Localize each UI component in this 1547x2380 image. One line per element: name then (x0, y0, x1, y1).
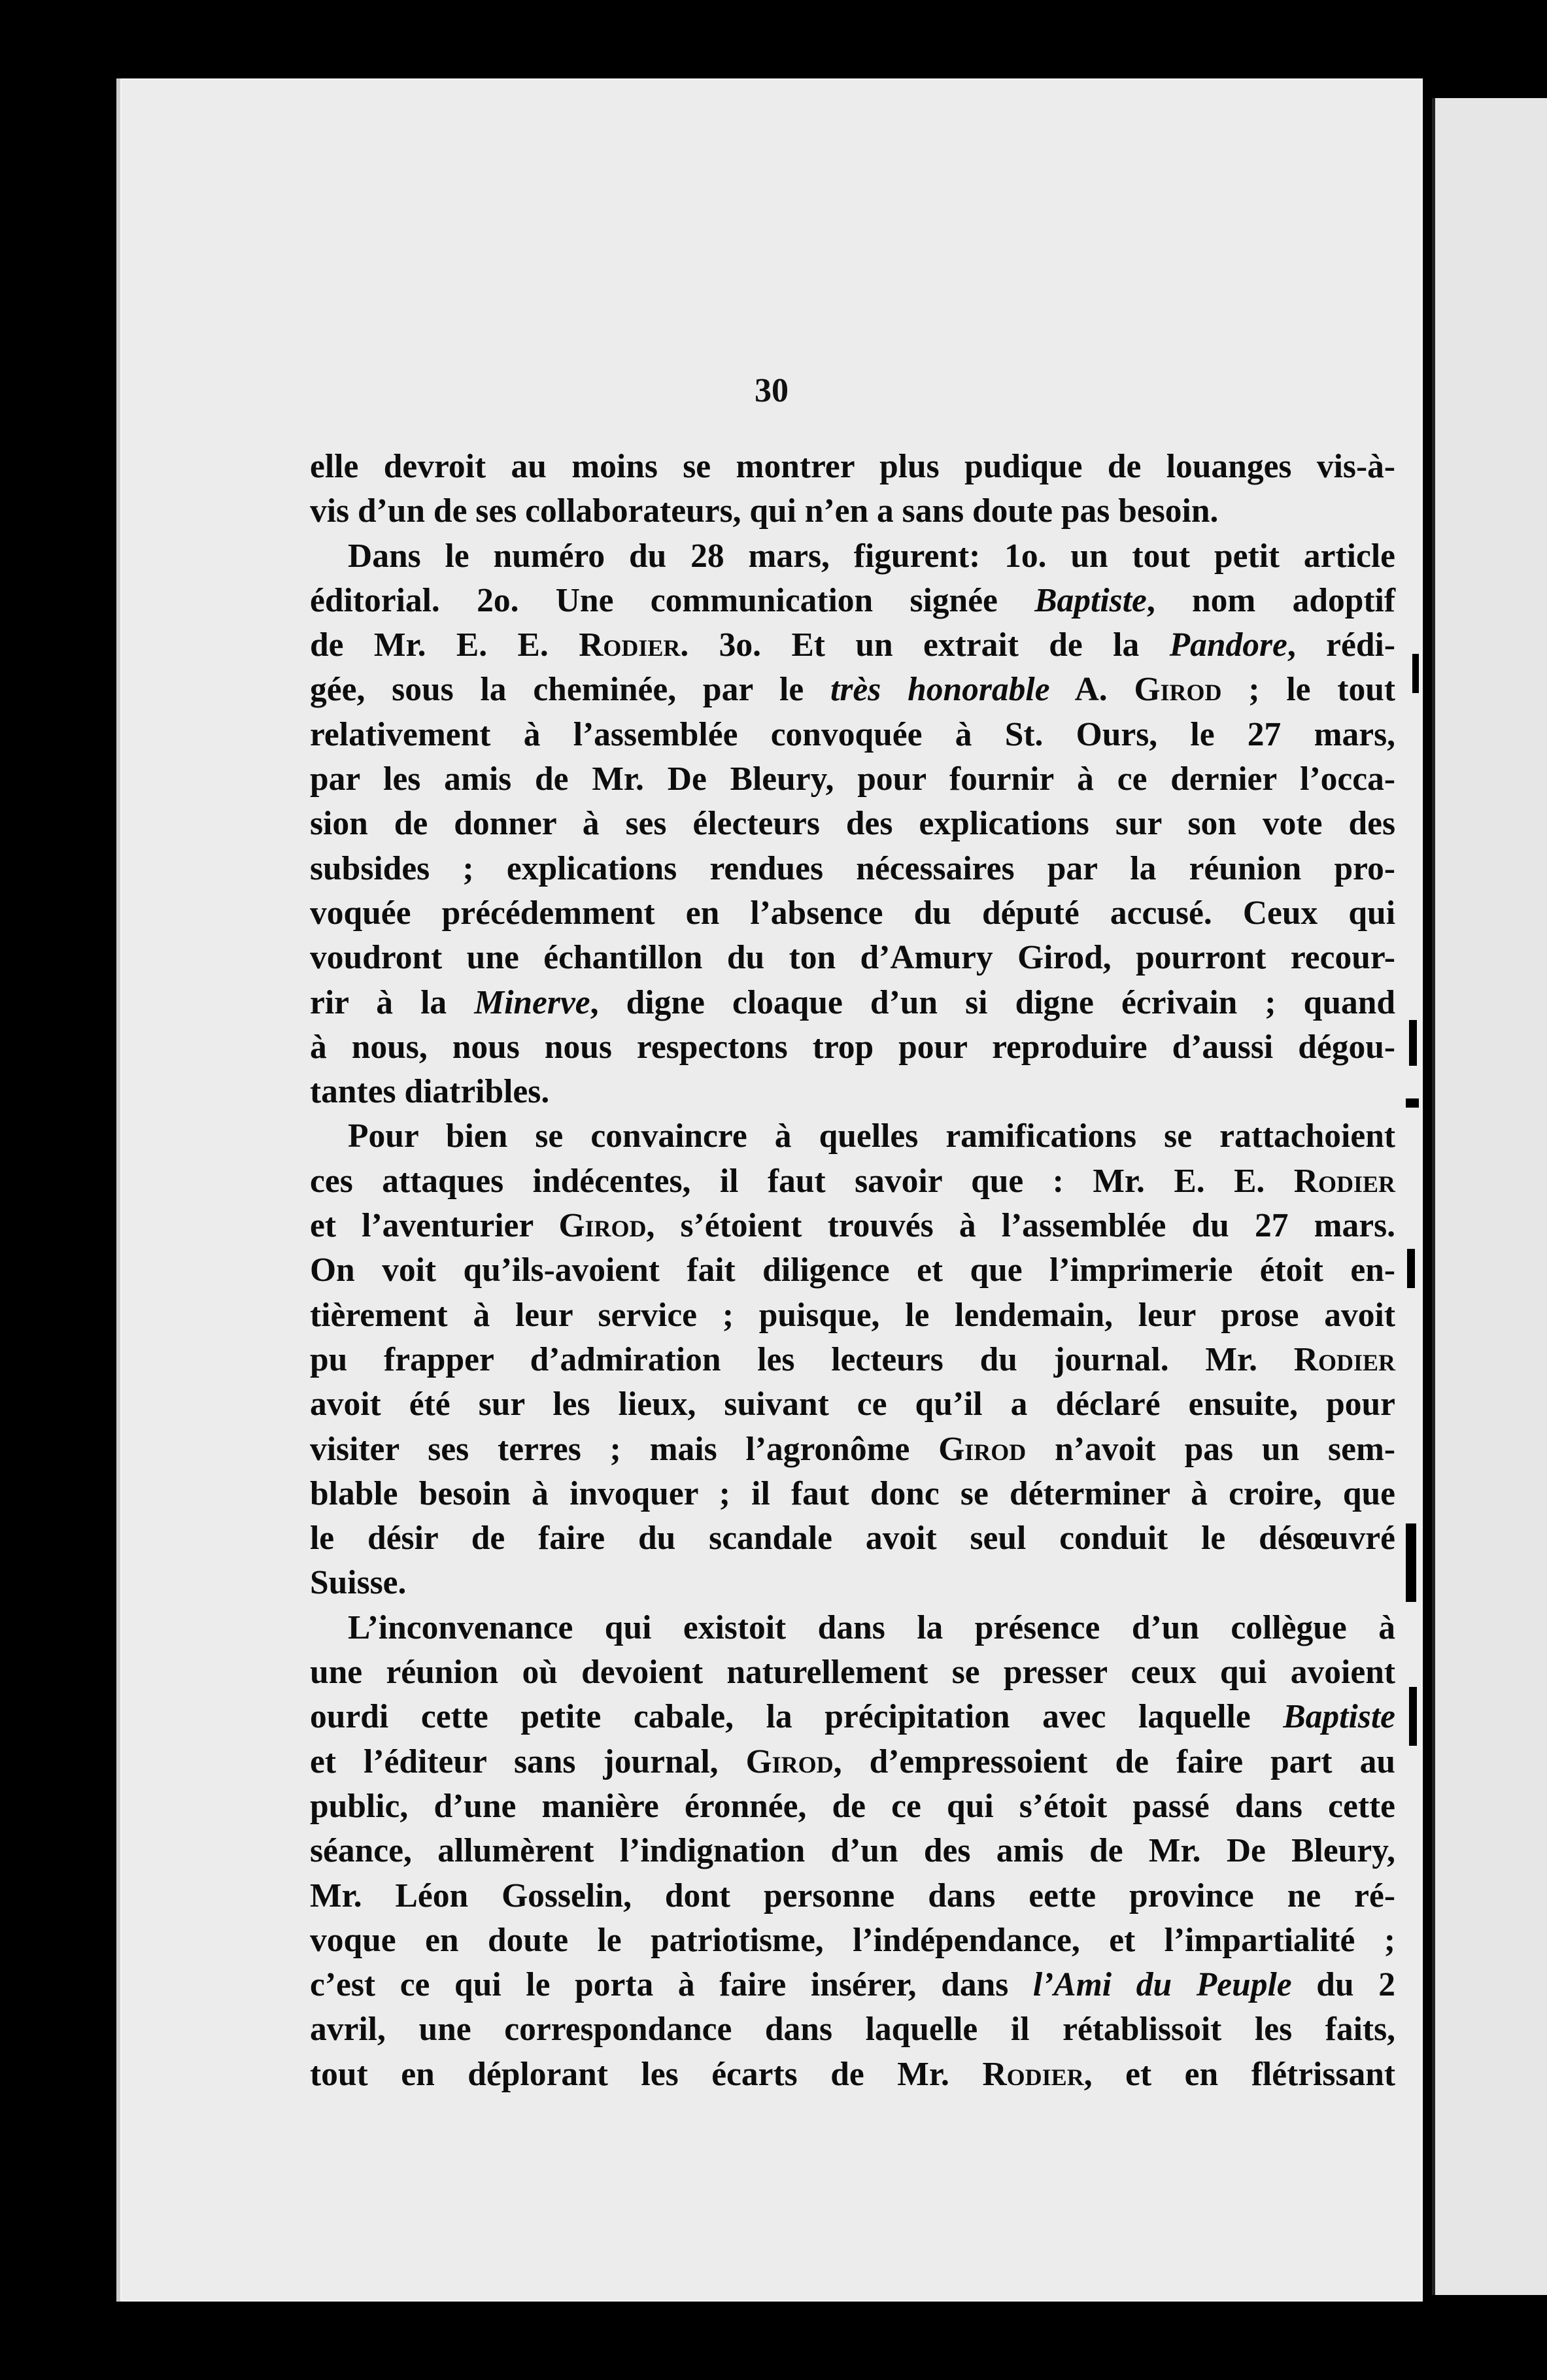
text-line (310, 1070, 1395, 1114)
text-line (310, 2052, 1395, 2097)
text-line (310, 445, 1395, 489)
text-run: public, d’une manière éronnée, de ce qui s’étoit passé dans cette (310, 1787, 1395, 1825)
text-line (310, 1561, 1395, 1605)
text-line (310, 1918, 1395, 1963)
text-run: vis d’un de ses collaborateurs, qui n’en a sans doute pas besoin. (310, 492, 1219, 530)
text-run: blable besoin à invoquer ; il faut donc se déterminer à croire, que (310, 1474, 1395, 1512)
margin-mark (1406, 1098, 1419, 1108)
text-run: du 2 (1291, 1966, 1395, 2004)
text-line (310, 623, 1395, 668)
margin-mark (1409, 1020, 1417, 1066)
text-run: , d’empressoient de faire part au (833, 1742, 1395, 1780)
text-line (310, 1740, 1395, 1784)
text-line (310, 1293, 1395, 1338)
text-run: visiter ses terres ; mais l’agronôme (310, 1430, 939, 1468)
small-caps-name: Girod (1134, 671, 1222, 709)
italic-title: Minerve (474, 983, 590, 1021)
text-run: subsides ; explications rendues nécessaires par la réunion pro- (310, 849, 1395, 887)
text-run: pu frapper d’admiration les lecteurs du journal. Mr. (310, 1340, 1294, 1378)
text-line (310, 713, 1395, 757)
small-caps-name: Girod (745, 1742, 834, 1780)
text-line (310, 891, 1395, 936)
text-line (310, 1695, 1395, 1739)
text-run: de Mr. E. E. (310, 626, 579, 664)
italic-title: Baptiste (1034, 581, 1147, 619)
italic-title: l’Ami du Peuple (1032, 1966, 1292, 2004)
text-line (310, 1427, 1395, 1472)
text-line (310, 1204, 1395, 1248)
text-run: ourdi cette petite cabale, la précipitation avec laquelle (310, 1698, 1284, 1736)
text-line (310, 1382, 1395, 1427)
text-line (310, 1472, 1395, 1516)
italic-title: très honorable (830, 671, 1050, 709)
text-run: et l’éditeur sans journal, (310, 1742, 746, 1780)
text-run: éditorial. 2o. Une communication signée (310, 581, 1035, 619)
text-run: Suisse. (310, 1564, 407, 1602)
text-run: à nous, nous nous respectons trop pour reproduire d’aussi dégou- (310, 1028, 1395, 1066)
text-run: voquée précédemment en l’absence du député accusé. Ceux qui (310, 894, 1395, 932)
small-caps-name: Girod (938, 1430, 1027, 1468)
text-run: une réunion où devoient naturellement se presser ceux qui avoient (310, 1654, 1395, 1692)
text-run: Mr. Léon Gosselin, dont personne dans eette province ne ré- (310, 1877, 1395, 1914)
italic-title: Pandore (1169, 626, 1287, 664)
text-run: A. (1049, 671, 1134, 709)
text-line (310, 1248, 1395, 1293)
text-run: avoit été sur les lieux, suivant ce qu’il a déclaré ensuite, pour (310, 1386, 1395, 1423)
text-line (310, 1516, 1395, 1561)
text-line (310, 757, 1395, 802)
facing-page-edge (1432, 98, 1547, 2295)
text-line (310, 1784, 1395, 1829)
margin-mark (1407, 1249, 1415, 1288)
text-line (310, 1025, 1395, 1070)
text-line (310, 981, 1395, 1025)
text-line (310, 534, 1395, 579)
text-run: tout en déplorant les écarts de Mr. (310, 2055, 983, 2093)
text-line (310, 936, 1395, 980)
small-caps-name: Rodier (982, 2055, 1084, 2093)
text-line (310, 1829, 1395, 1873)
text-run: gée, sous la cheminée, par le (310, 671, 831, 709)
text-run: . 3o. Et un extrait de la (680, 626, 1170, 664)
text-run: elle devroit au moins se montrer plus pudique de louanges vis-à- (310, 448, 1395, 485)
text-line (310, 1874, 1395, 1918)
text-run: voque en doute le patriotisme, l’indépendance, et l’impartialité ; (310, 1921, 1395, 1959)
text-run: Pour bien se convaincre à quelles ramifications se rattachoient (348, 1117, 1395, 1155)
text-run: n’avoit pas un sem- (1026, 1430, 1395, 1468)
text-run: , s’étoient trouvés à l’assemblée du 27 mars. (646, 1207, 1395, 1245)
small-caps-name: Rodier (579, 626, 681, 664)
text-run: ces attaques indécentes, il faut savoir que : Mr. E. E. (310, 1162, 1294, 1200)
text-run: L’inconvenance qui existoit dans la présence d’un collègue à (348, 1608, 1395, 1646)
text-line (310, 1338, 1395, 1382)
text-line (310, 1606, 1395, 1650)
text-run: voudront une échantillon du ton d’Amury Girod, pourront recour- (310, 939, 1395, 977)
text-run: relativement à l’assemblée convoquée à St. Ours, le 27 mars, (310, 715, 1395, 753)
text-line (310, 668, 1395, 712)
text-run: On voit qu’ils-avoient fait diligence et que l’imprimerie étoit en- (310, 1251, 1395, 1289)
text-run: le désir de faire du scandale avoit seul conduit le désœuvré (310, 1520, 1395, 1557)
text-run: par les amis de Mr. De Bleury, pour fournir à ce dernier l’occa- (310, 760, 1395, 798)
margin-mark (1412, 654, 1419, 693)
text-run: avril, une correspondance dans laquelle il rétablissoit les faits, (310, 2011, 1395, 2048)
text-run: tièrement à leur service ; puisque, le lendemain, leur prose avoit (310, 1296, 1395, 1334)
text-line (310, 579, 1395, 623)
italic-title: Baptiste (1283, 1698, 1395, 1736)
text-run: sion de donner à ses électeurs des explications sur son vote des (310, 805, 1395, 843)
margin-mark (1409, 1687, 1417, 1746)
text-run: tantes diatribles. (310, 1073, 550, 1111)
text-run: , et en flétrissant (1083, 2055, 1395, 2093)
body-text (310, 445, 1395, 2097)
text-run: Dans le numéro du 28 mars, figurent: 1o. un tout petit article (348, 537, 1395, 575)
text-run: ; le tout (1221, 671, 1395, 709)
text-line (310, 1650, 1395, 1695)
text-line (310, 1963, 1395, 2007)
book-page (116, 78, 1423, 2302)
text-line (310, 2007, 1395, 2052)
text-line (310, 1159, 1395, 1204)
text-line (310, 847, 1395, 891)
text-run: et l’aventurier (310, 1207, 559, 1245)
page-number: 30 (755, 372, 789, 409)
text-line (310, 1114, 1395, 1159)
small-caps-name: Rodier (1293, 1340, 1395, 1378)
text-run: , nom adoptif (1146, 581, 1395, 619)
margin-mark (1406, 1523, 1416, 1602)
text-line (310, 802, 1395, 846)
text-run: , digne cloaque d’un si digne écrivain ; quand (590, 983, 1395, 1021)
text-run: , rédi- (1287, 626, 1395, 664)
text-run: rir à la (310, 983, 475, 1021)
small-caps-name: Girod (558, 1207, 647, 1245)
text-run: séance, allumèrent l’indignation d’un des amis de Mr. De Bleury, (310, 1832, 1395, 1870)
small-caps-name: Rodier (1293, 1162, 1395, 1200)
text-line (310, 489, 1395, 534)
text-run: c’est ce qui le porta à faire insérer, dans (310, 1966, 1033, 2004)
